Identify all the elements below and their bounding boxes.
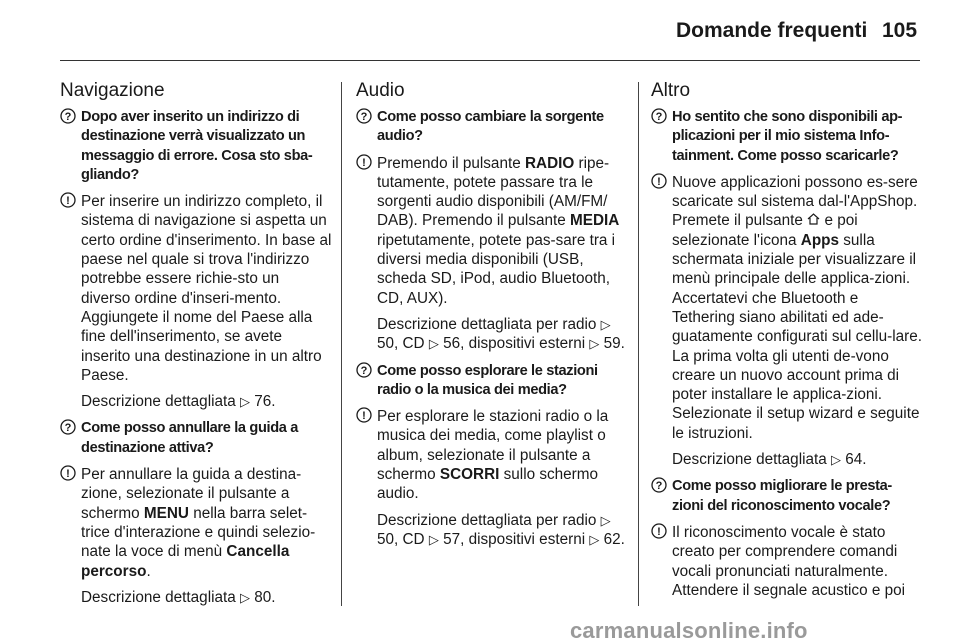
- answer-block: [651, 523, 923, 600]
- reference-page: 76.: [254, 393, 276, 411]
- page-ref-arrow-icon: ▷: [600, 316, 611, 332]
- answer-text-part: nella barra selet-trice d'interazione e quindi selezio-nate la voce di menù: [81, 504, 316, 561]
- answer-text-part: ripe-tutamente, potete passare tra le sorgenti audio disponibili (AM/FM/ DAB). Premendo il pulsante: [377, 154, 610, 230]
- page-header: [0, 0, 960, 62]
- reference-text: Descrizione dettagliata per radio: [377, 315, 597, 333]
- page-ref-arrow-icon: ▷: [428, 531, 439, 547]
- answer-text: Per inserire un indirizzo completo, il sistema di navigazione si aspetta un certo ordine d'inserimento. In base al paese nel quale si trova l'indirizzo potrebbe essere richie-sto un diverso ordine d'inseri-mento. Aggiungete il nome del Paese alla fine dell'inserimento, se avete inserito una destinazione in un altro Paese.: [81, 193, 332, 384]
- reference-line: [60, 392, 332, 411]
- answer-text-part: Per annullare la guida a destina-zione, selezionate il pulsante a schermo: [81, 466, 302, 522]
- exclamation-circle-icon: [651, 523, 669, 544]
- exclamation-circle-icon: [651, 173, 669, 194]
- answer-text: [377, 154, 628, 308]
- answer-text-part: Premendo il pulsante: [377, 154, 521, 172]
- answer-block: [651, 173, 923, 443]
- button-label: MENU: [143, 504, 189, 522]
- svg-text:!: !: [657, 175, 661, 188]
- column-divider: [638, 82, 639, 606]
- svg-text:?: ?: [360, 111, 368, 123]
- reference-page: 80.: [254, 588, 276, 606]
- button-label: RADIO: [524, 154, 575, 172]
- reference-page: 50, CD: [377, 530, 425, 548]
- question-circle-icon: [651, 477, 669, 498]
- answer-text-part: sulla schermata iniziale per visualizzare il menù principale delle applica-zioni. Accertatevi che Bluetooth e Tethering siano abilitati ed ade-guatamente configurati sul cellu-lare. La prima volta gli utenti de-vono creare un nuovo account prima di poter installare le applica-zioni. Selezionate il setup wizard e seguite le istruzioni.: [672, 231, 922, 442]
- svg-text:?: ?: [655, 111, 663, 123]
- section-heading: Audio: [356, 80, 405, 101]
- question-block: [60, 108, 332, 185]
- question-block: [651, 477, 923, 516]
- page-ref-arrow-icon: ▷: [240, 394, 251, 410]
- reference-text: Descrizione dettagliata: [81, 393, 236, 411]
- exclamation-circle-icon: [60, 465, 78, 486]
- question-block: [356, 362, 628, 401]
- svg-text:!: !: [66, 195, 70, 208]
- answer-text-part: Per esplorare le stazioni radio o la musica dei media, come playlist o album, selezionate il pulsante a schermo: [377, 408, 609, 484]
- question-circle-icon: [60, 419, 78, 440]
- question-text: Come posso migliorare le presta-zioni del riconoscimento vocale?: [672, 478, 892, 514]
- button-label: SCORRI: [439, 466, 500, 484]
- answer-text: [81, 465, 332, 581]
- reference-line: [651, 450, 923, 469]
- question-text: Come posso cambiare la sorgente audio?: [377, 109, 604, 145]
- svg-text:?: ?: [64, 422, 72, 435]
- reference-page: 57, dispositivi esterni: [443, 530, 586, 548]
- reference-page: 50, CD: [377, 335, 425, 353]
- question-block: [60, 419, 332, 458]
- question-block: [651, 108, 923, 166]
- page-ref-arrow-icon: ▷: [428, 336, 439, 352]
- svg-text:!: !: [362, 410, 366, 423]
- answer-text-part: sullo schermo audio.: [377, 466, 599, 503]
- section-altro: [651, 80, 923, 607]
- header-divider: [60, 60, 920, 61]
- answer-text-part: e poi selezionate l'icona: [672, 212, 858, 249]
- svg-text:?: ?: [64, 111, 72, 123]
- exclamation-circle-icon: [356, 154, 374, 175]
- page-ref-arrow-icon: ▷: [589, 336, 600, 352]
- question-block: [356, 108, 628, 147]
- svg-text:!: !: [66, 468, 70, 481]
- reference-text: Descrizione dettagliata per radio: [377, 511, 597, 529]
- watermark: carmanualsonline.info: [570, 618, 808, 643]
- reference-page: 64.: [845, 451, 867, 469]
- reference-line: [356, 511, 628, 550]
- column-divider: [341, 82, 342, 606]
- answer-text-part: ripetutamente, potete pas-sare tra i diversi media disponibili (USB, scheda SD, iPod, audio Bluetooth, CD, AUX).: [377, 231, 616, 307]
- reference-text: Descrizione dettagliata: [672, 451, 827, 469]
- reference-line: [356, 315, 628, 354]
- page-ref-arrow-icon: ▷: [600, 512, 611, 528]
- answer-block: [60, 465, 332, 581]
- svg-text:?: ?: [655, 480, 663, 493]
- question-circle-icon: [356, 108, 374, 129]
- section-heading: Altro: [651, 80, 691, 101]
- answer-text: [377, 407, 628, 503]
- answer-block: [60, 192, 332, 385]
- answer-text-part: Nuove applicazioni possono es-sere scaricate sul sistema dal-l'AppShop. Premete il pulsante: [672, 173, 918, 230]
- exclamation-circle-icon: [60, 192, 78, 213]
- question-text: Dopo aver inserito un indirizzo di destinazione verrà visualizzato un messaggio di errore. Cosa sto sba-gliando?: [81, 109, 313, 183]
- reference-text: Descrizione dettagliata: [81, 588, 236, 606]
- question-text: Come posso esplorare le stazioni radio o la musica dei media?: [377, 362, 598, 398]
- page-ref-arrow-icon: ▷: [589, 531, 600, 547]
- page-ref-arrow-icon: ▷: [831, 452, 842, 468]
- question-circle-icon: [60, 108, 78, 129]
- reference-page: 62.: [603, 530, 625, 548]
- answer-text: [672, 173, 923, 443]
- question-text: Come posso annullare la guida a destinazione attiva?: [81, 420, 299, 456]
- home-icon: [807, 212, 820, 229]
- answer-block: [356, 154, 628, 308]
- menu-item-label: Cancella percorso: [81, 543, 290, 580]
- svg-text:!: !: [362, 156, 366, 169]
- answer-block: [356, 407, 628, 503]
- answer-text: Il riconoscimento vocale è stato creato per comprendere comandi vocali pronunciati naturalmente. Attendere il segnale acustico e poi: [672, 523, 906, 599]
- page-title: Domande frequenti: [676, 19, 868, 42]
- page-number: 105: [882, 19, 918, 42]
- question-circle-icon: [356, 362, 374, 383]
- question-text: Ho sentito che sono disponibili ap-plicazioni per il mio sistema Info-tainment. Come posso scaricarle?: [672, 109, 903, 164]
- page-ref-arrow-icon: ▷: [240, 589, 251, 605]
- exclamation-circle-icon: [356, 407, 374, 428]
- reference-line: [60, 588, 332, 607]
- svg-text:?: ?: [360, 364, 368, 377]
- section-audio: [356, 80, 628, 557]
- button-label: Apps: [800, 231, 840, 249]
- reference-page: 59.: [603, 335, 625, 353]
- question-circle-icon: [651, 108, 669, 129]
- reference-page: 56, dispositivi esterni: [443, 335, 586, 353]
- section-navigation: [60, 80, 332, 615]
- answer-text-part: .: [146, 562, 151, 580]
- button-label: MEDIA: [570, 212, 620, 230]
- section-heading: Navigazione: [60, 80, 165, 101]
- svg-text:!: !: [657, 525, 661, 538]
